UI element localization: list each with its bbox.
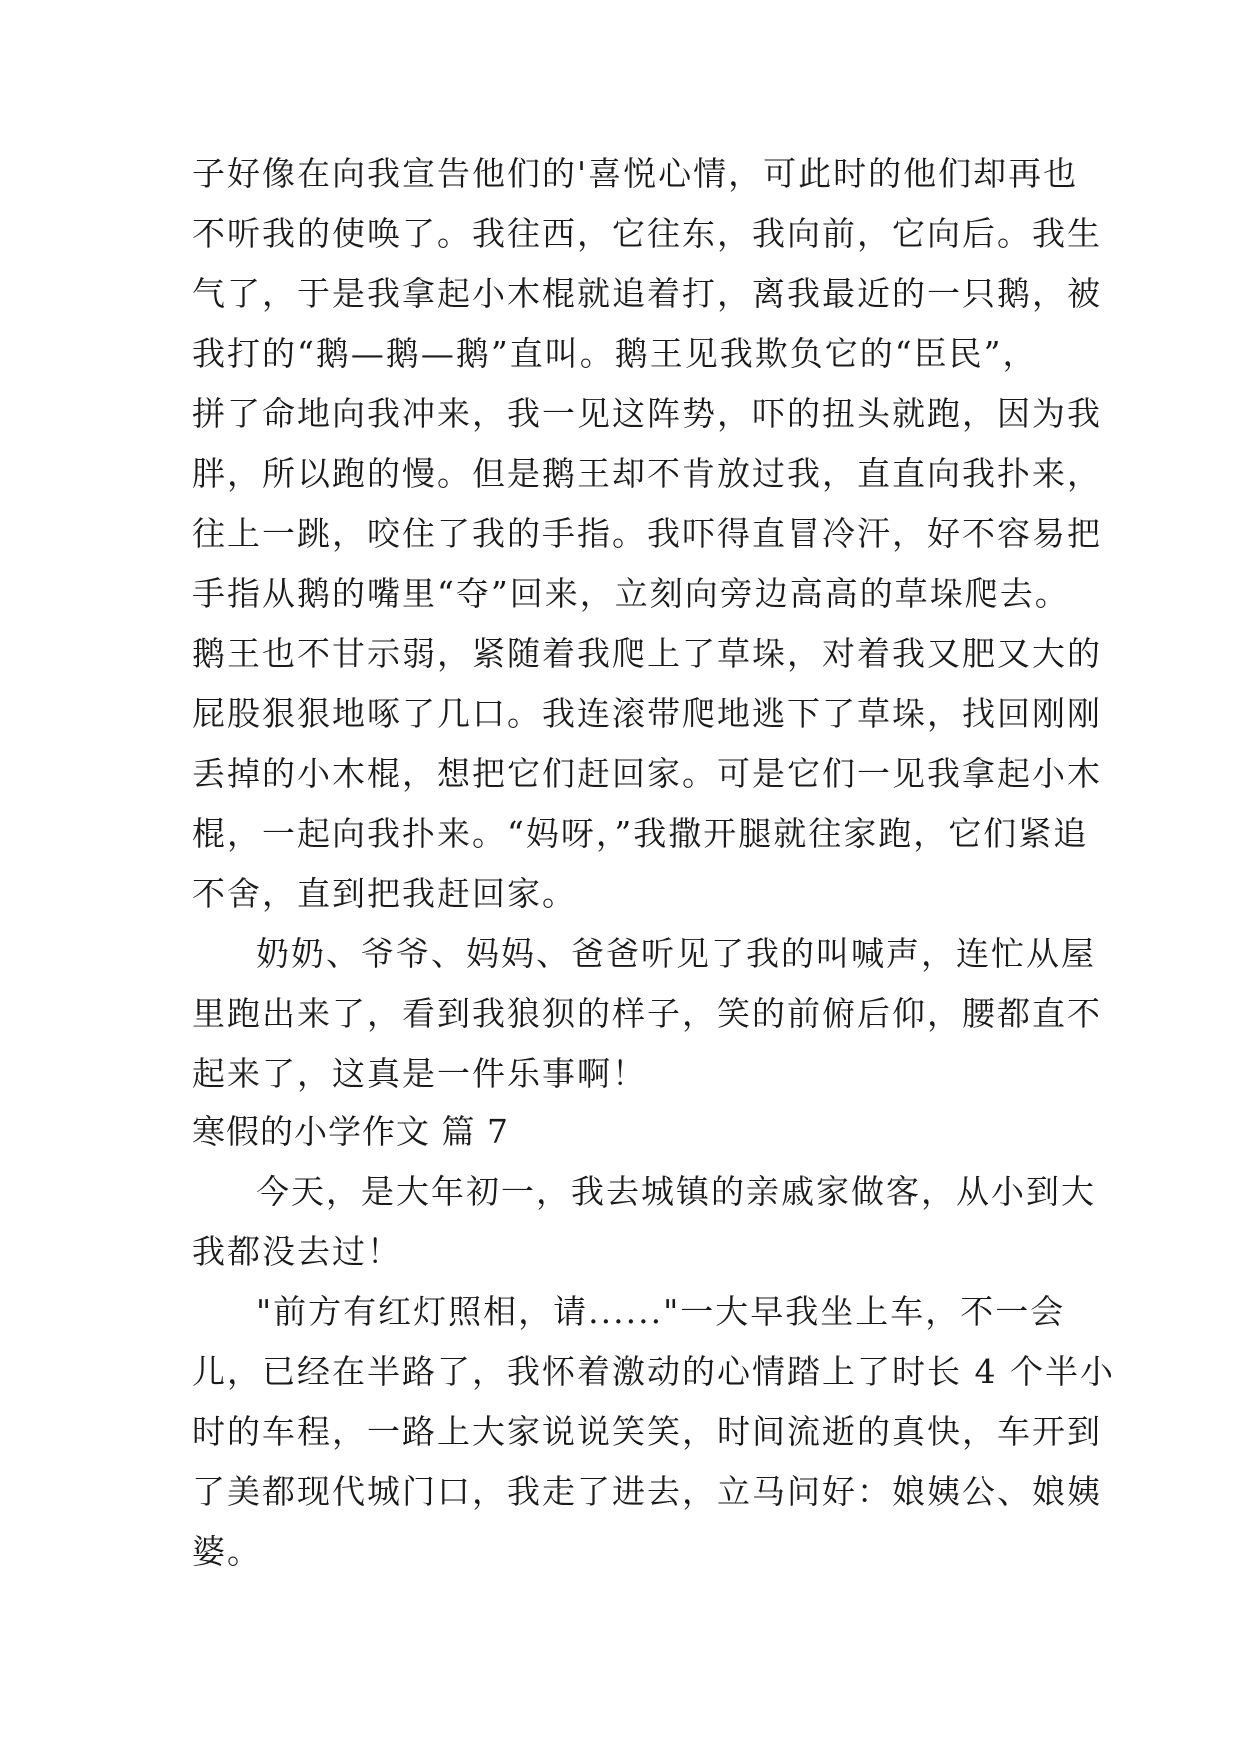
paragraph-line: 我打的“鹅—鹅—鹅”直叫。鹅王见我欺负它的“臣民”， xyxy=(192,334,1038,373)
paragraph-line: 屁股狠狠地啄了几口。我连滚带爬地逃下了草垛，找回刚刚 xyxy=(192,694,1102,733)
paragraph-line: 不听我的使唤了。我往西，它往东，我向前，它向后。我生 xyxy=(192,214,1102,253)
paragraph-line: 子好像在向我宣告他们的'喜悦心情，可此时的他们却再也 xyxy=(192,154,1079,193)
paragraph-line: 奶奶、爷爷、妈妈、爸爸听见了我的叫喊声，连忙从屋 xyxy=(256,934,1096,973)
paragraph-line: 棍，一起向我扑来。“妈呀，”我撒开腿就往家跑，它们紧追 xyxy=(192,814,1089,853)
paragraph-line: 儿，已经在半路了，我怀着激动的心情踏上了时长 4 个半小 xyxy=(192,1352,1115,1391)
paragraph-line: 胖，所以跑的慢。但是鹅王却不肯放过我，直直向我扑来， xyxy=(192,454,1102,493)
paragraph-line: 我都没去过！ xyxy=(192,1232,402,1271)
paragraph-line: 今天，是大年初一，我去城镇的亲戚家做客，从小到大 xyxy=(256,1172,1096,1211)
paragraph-line: 手指从鹅的嘴里“夺”回来，立刻向旁边高高的草垛爬去。 xyxy=(192,574,1070,613)
paragraph-line: 往上一跳，咬住了我的手指。我吓得直冒冷汗，好不容易把 xyxy=(192,514,1102,553)
paragraph-line: 鹅王也不甘示弱，紧随着我爬上了草垛，对着我又肥又大的 xyxy=(192,634,1102,673)
paragraph-line: 时的车程，一路上大家说说笑笑，时间流逝的真快，车开到 xyxy=(192,1412,1102,1451)
paragraph-line: 不舍，直到把我赶回家。 xyxy=(192,874,577,913)
paragraph-line: 婆。 xyxy=(192,1532,262,1571)
paragraph-line: 拼了命地向我冲来，我一见这阵势，吓的扭头就跑，因为我 xyxy=(192,394,1102,433)
paragraph-line: 了美都现代城门口，我走了进去，立马问好：娘姨公、娘姨 xyxy=(192,1472,1102,1511)
paragraph-line: 丢掉的小木棍，想把它们赶回家。可是它们一见我拿起小木 xyxy=(192,754,1102,793)
section-heading: 寒假的小学作文 篇 7 xyxy=(192,1112,509,1151)
paragraph-line: 气了，于是我拿起小木棍就追着打，离我最近的一只鹅，被 xyxy=(192,274,1102,313)
paragraph-line: "前方有红灯照相，请......"一大早我坐上车，不一会 xyxy=(256,1292,1066,1331)
paragraph-line: 里跑出来了，看到我狼狈的样子，笑的前俯后仰，腰都直不 xyxy=(192,994,1102,1033)
paragraph-line: 起来了，这真是一件乐事啊！ xyxy=(192,1054,647,1093)
